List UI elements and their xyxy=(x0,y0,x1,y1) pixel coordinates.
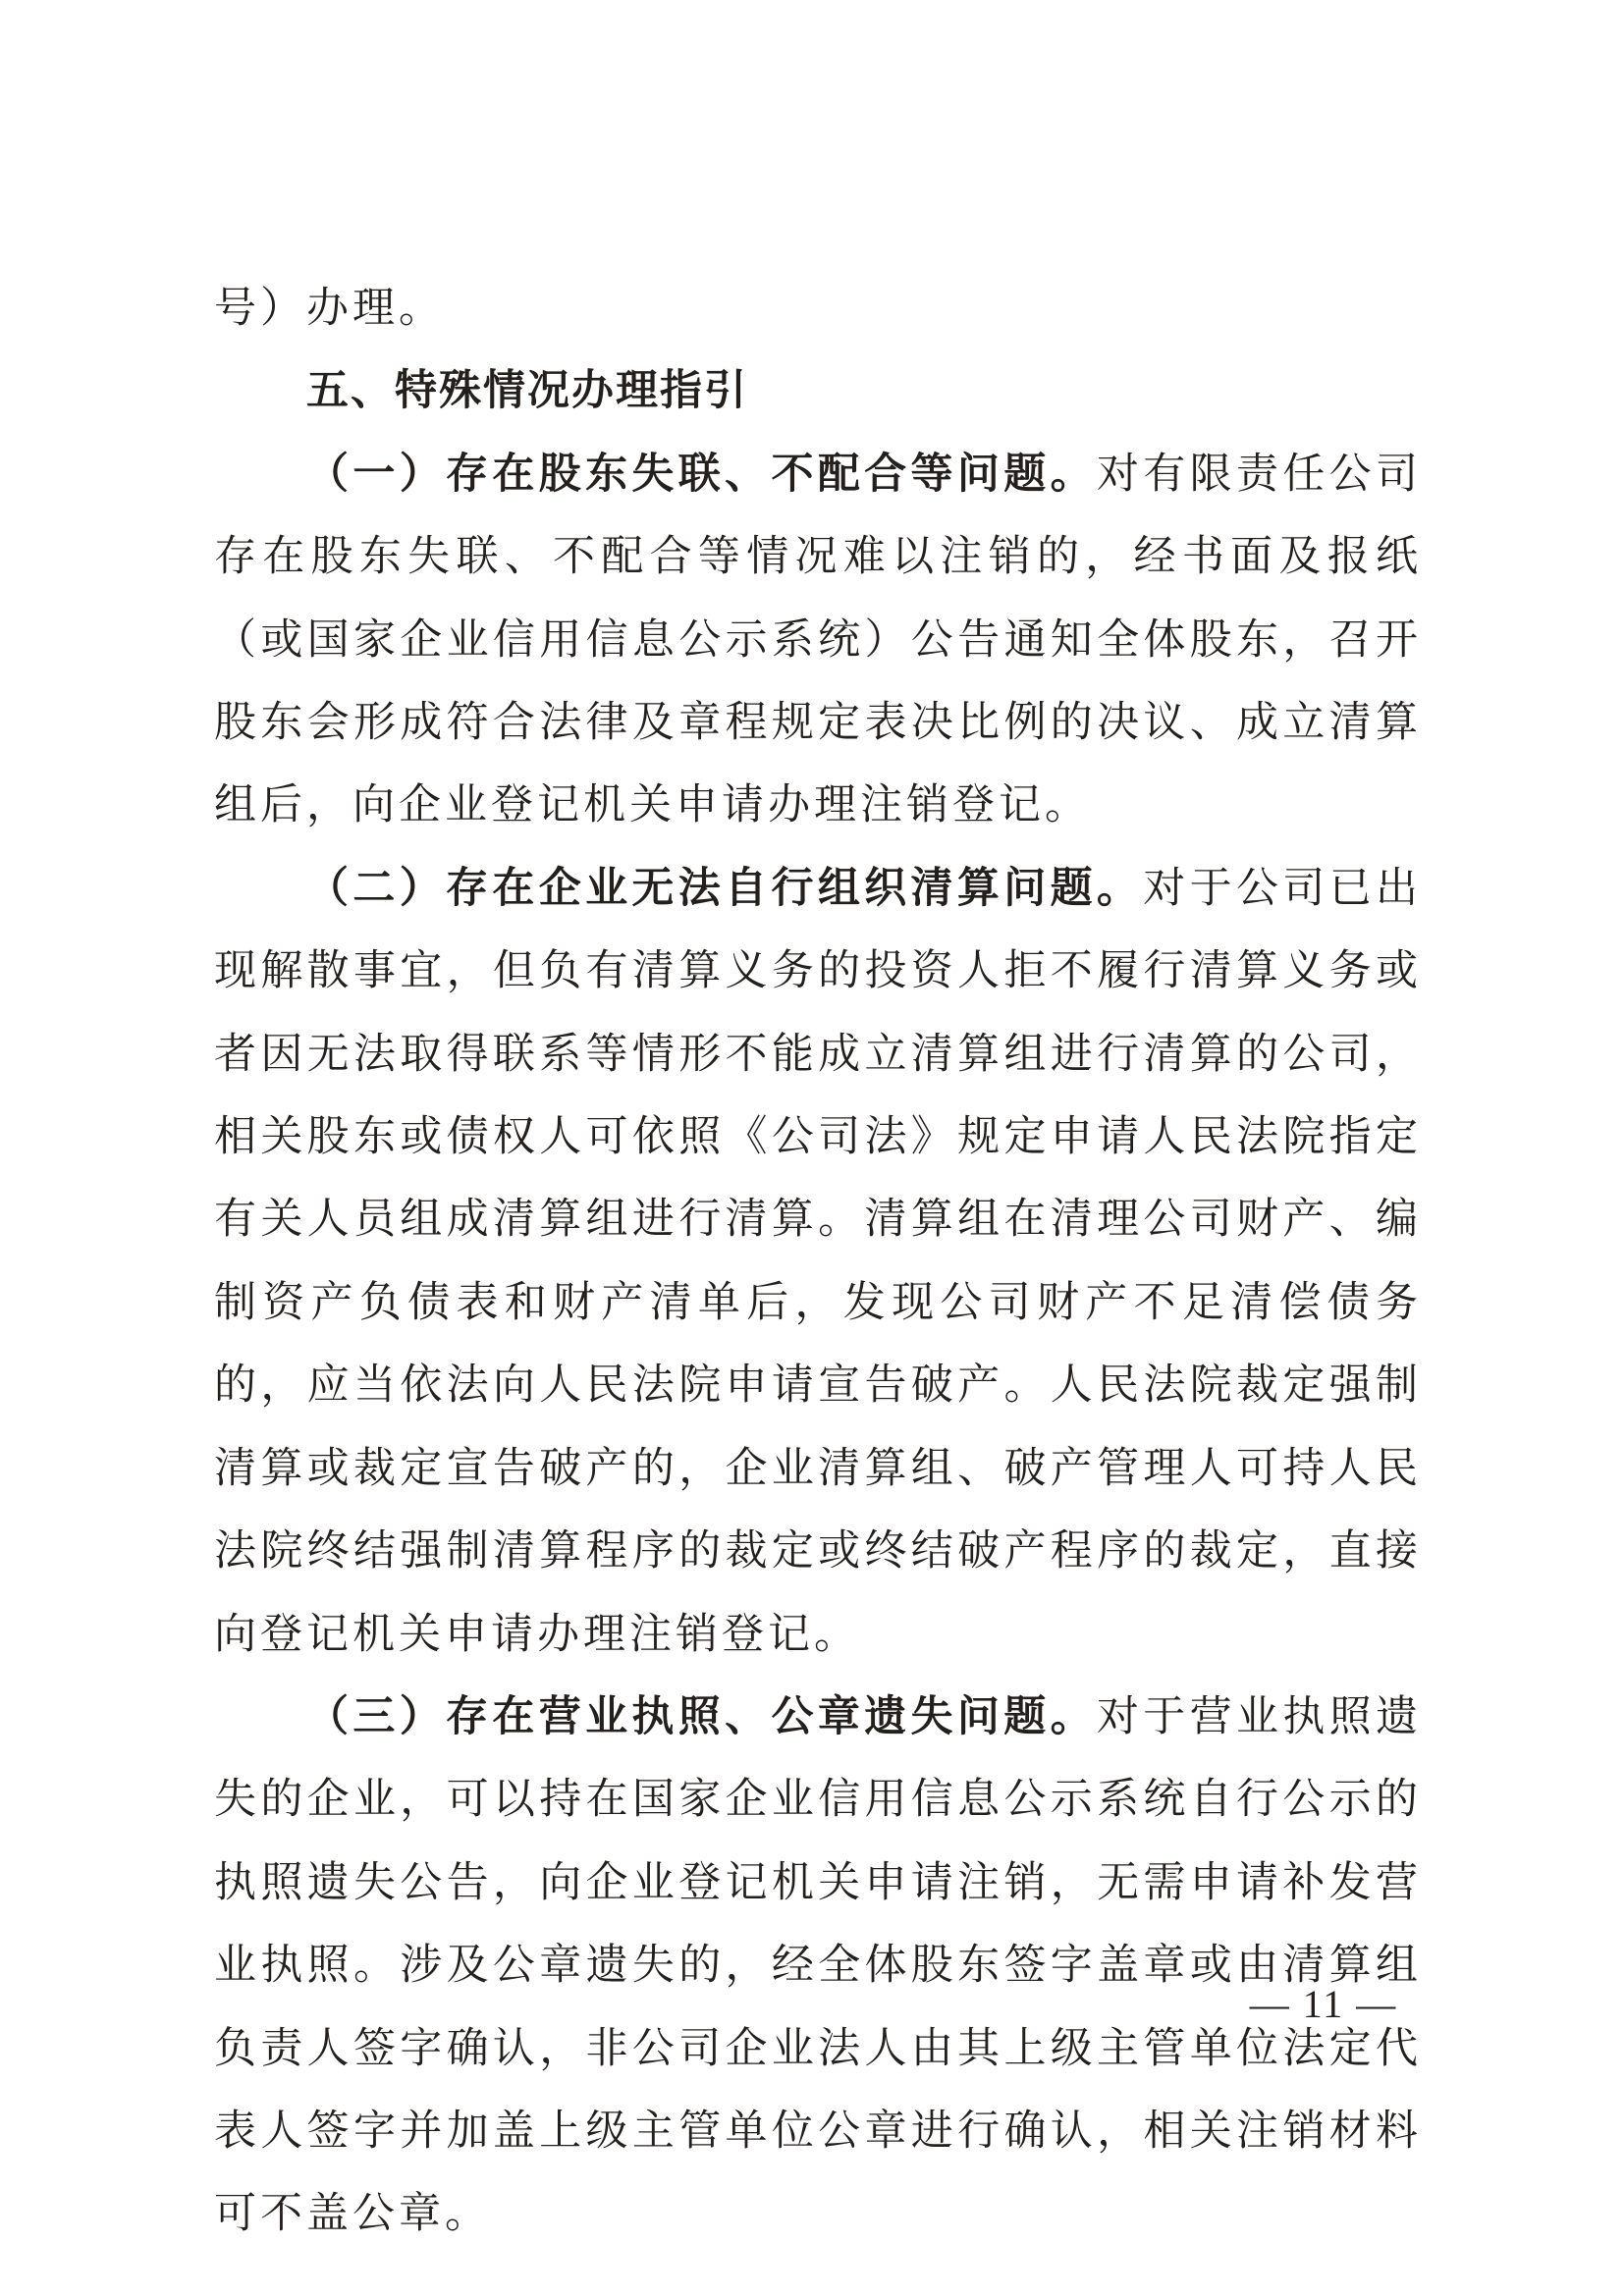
paragraph-2 xyxy=(214,847,1422,1676)
page-number: — 11 — xyxy=(1249,1982,1398,2026)
paragraph-1-lead: （一）存在股东失联、不配合等问题。 xyxy=(306,449,1097,499)
paragraph-3 xyxy=(214,1676,1422,2256)
paragraph-1-body: 对有限责任公司存在股东失联、不配合等情况难以注销的，经书面及报纸（或国家企业信用信息公示系统）公告通知全体股东，召开股东会形成符合法律及章程规定表决比例的决议、成立清算组后，向企业登记机关申请办理注销登记。 xyxy=(214,449,1423,830)
paragraph-1 xyxy=(214,433,1422,847)
paragraph-3-body: 对于营业执照遗失的企业，可以持在国家企业信用信息公示系统自行公示的执照遗失公告，向企业登记机关申请注销，无需申请补发营业执照。涉及公章遗失的，经全体股东签字盖章或由清算组负责人签字确认，非公司企业法人由其上级主管单位法定代表人签字并加盖上级主管单位公章进行确认，相关注销材料可不盖公章。 xyxy=(214,1691,1423,2239)
continuation-line: 号）办理。 xyxy=(214,284,445,333)
paragraph-3-lead: （三）存在营业执照、公章遗失问题。 xyxy=(306,1691,1097,1741)
paragraph-2-lead: （二）存在企业无法自行组织清算问题。 xyxy=(306,863,1144,913)
body-text xyxy=(214,267,1422,2256)
section-heading: 五、特殊情况办理指引 xyxy=(306,366,748,416)
paragraph-2-body: 对于公司已出现解散事宜，但负有清算义务的投资人拒不履行清算义务或者因无法取得联系等情形不能成立清算组进行清算的公司，相关股东或债权人可依照《公司法》规定申请人民法院指定有关人员组成清算组进行清算。清算组在清理公司财产、编制资产负债表和财产清单后，发现公司财产不足清偿债务的，应当依法向人民法院申请宣告破产。人民法院裁定强制清算或裁定宣告破产的，企业清算组、破产管理人可持人民法院终结强制清算程序的裁定或终结破产程序的裁定，直接向登记机关申请办理注销登记。 xyxy=(214,863,1423,1659)
